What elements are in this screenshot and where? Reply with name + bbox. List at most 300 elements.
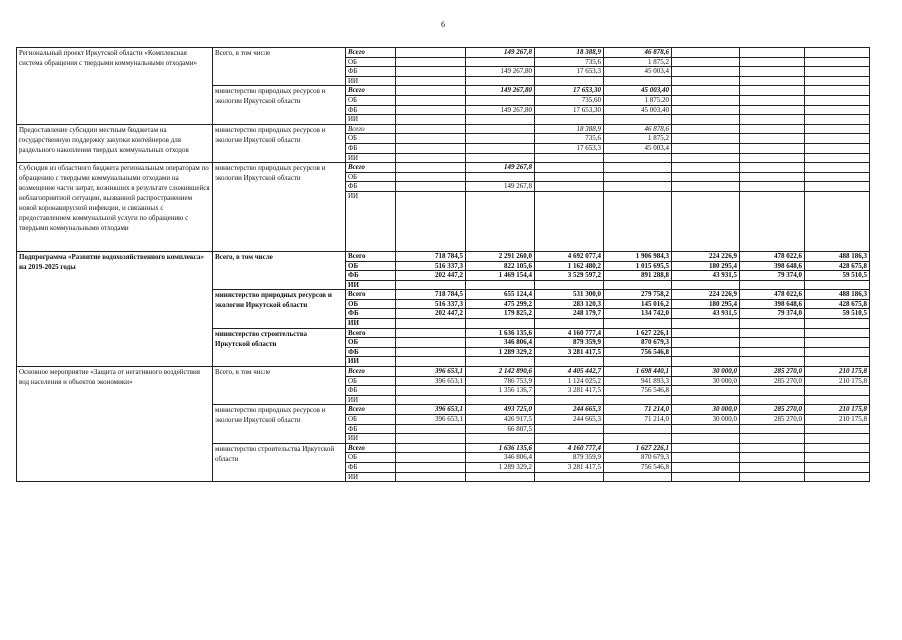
funding-source-cell: Всего	[346, 443, 396, 453]
value-cell: 79 374,0	[740, 309, 805, 319]
funding-source-cell: ОБ	[346, 453, 396, 463]
value-cell: 1 636 135,6	[466, 328, 535, 338]
funding-source-cell: ОБ	[346, 415, 396, 425]
value-cell	[535, 472, 604, 482]
value-cell	[466, 172, 535, 182]
value-cell	[396, 319, 466, 329]
value-cell: 735,60	[535, 95, 604, 105]
value-cell	[672, 76, 740, 86]
value-cell: 1 469 154,4	[466, 271, 535, 281]
value-cell	[740, 395, 805, 405]
section-name-cell: Основное мероприятие «Защита от негативного воздействия вод населения и объектов экономики»	[17, 367, 213, 482]
value-cell	[740, 319, 805, 329]
executor-cell: министерство строительства Иркутской области	[213, 328, 346, 366]
value-cell	[396, 280, 466, 290]
value-cell: 786 753,9	[466, 376, 535, 386]
value-cell: 30 000,0	[672, 367, 740, 377]
value-cell	[740, 328, 805, 338]
value-cell	[466, 115, 535, 125]
value-cell: 59 510,5	[805, 309, 870, 319]
value-cell	[672, 134, 740, 144]
value-cell: 79 374,0	[740, 271, 805, 281]
value-cell: 346 806,4	[466, 453, 535, 463]
value-cell: 17 653,30	[535, 86, 604, 96]
value-cell	[672, 105, 740, 115]
value-cell	[740, 115, 805, 125]
value-cell	[535, 115, 604, 125]
value-cell: 46 878,6	[604, 48, 672, 58]
value-cell	[805, 134, 870, 144]
value-cell	[466, 280, 535, 290]
value-cell: 244 665,3	[535, 415, 604, 425]
value-cell	[396, 143, 466, 153]
value-cell: 202 447,2	[396, 309, 466, 319]
value-cell	[672, 143, 740, 153]
value-cell	[535, 191, 604, 251]
value-cell: 3 281 417,5	[535, 386, 604, 396]
value-cell: 478 022,6	[740, 251, 805, 261]
value-cell: 285 270,0	[740, 405, 805, 415]
value-cell: 1 627 226,1	[604, 443, 672, 453]
value-cell	[466, 472, 535, 482]
value-cell	[805, 153, 870, 163]
value-cell: 879 359,9	[535, 453, 604, 463]
value-cell	[466, 357, 535, 367]
value-cell: 248 179,7	[535, 309, 604, 319]
value-cell	[535, 172, 604, 182]
value-cell	[396, 191, 466, 251]
value-cell	[396, 76, 466, 86]
value-cell	[740, 462, 805, 472]
value-cell: 941 893,3	[604, 376, 672, 386]
value-cell	[740, 86, 805, 96]
value-cell	[672, 86, 740, 96]
value-cell	[672, 67, 740, 77]
funding-source-cell: ОБ	[346, 172, 396, 182]
value-cell	[672, 191, 740, 251]
value-cell	[466, 395, 535, 405]
value-cell	[805, 395, 870, 405]
value-cell: 3 529 597,2	[535, 271, 604, 281]
value-cell: 17 653,3	[535, 143, 604, 153]
funding-source-cell: ИИ	[346, 280, 396, 290]
value-cell: 1 162 480,2	[535, 261, 604, 271]
value-cell	[396, 443, 466, 453]
value-cell: 396 653,1	[396, 376, 466, 386]
funding-source-cell: ИИ	[346, 115, 396, 125]
value-cell	[672, 328, 740, 338]
section-name-cell: Подпрограмма «Развитие водохозяйственного комплекса» на 2019-2025 годы	[17, 251, 213, 366]
funding-source-cell: Всего	[346, 163, 396, 173]
value-cell: 2 142 890,6	[466, 367, 535, 377]
value-cell	[805, 280, 870, 290]
value-cell: 488 186,3	[805, 251, 870, 261]
value-cell	[672, 280, 740, 290]
value-cell	[604, 153, 672, 163]
value-cell: 43 931,5	[672, 271, 740, 281]
funding-source-cell: ФБ	[346, 347, 396, 357]
value-cell: 396 653,1	[396, 415, 466, 425]
value-cell	[604, 280, 672, 290]
funding-source-cell: Всего	[346, 405, 396, 415]
value-cell	[740, 434, 805, 444]
value-cell	[740, 48, 805, 58]
value-cell: 179 825,2	[466, 309, 535, 319]
value-cell	[672, 386, 740, 396]
value-cell: 426 917,5	[466, 415, 535, 425]
value-cell: 1 015 695,5	[604, 261, 672, 271]
value-cell	[535, 163, 604, 173]
value-cell	[740, 163, 805, 173]
value-cell	[672, 95, 740, 105]
value-cell: 516 337,3	[396, 299, 466, 309]
value-cell	[805, 143, 870, 153]
value-cell	[535, 395, 604, 405]
value-cell	[396, 124, 466, 134]
funding-source-cell: ИИ	[346, 153, 396, 163]
page-number: 6	[441, 20, 445, 29]
executor-cell: министерство природных ресурсов и экологии Иркутской области	[213, 124, 346, 162]
value-cell	[805, 95, 870, 105]
value-cell	[396, 462, 466, 472]
value-cell	[396, 163, 466, 173]
value-cell: 1 627 226,1	[604, 328, 672, 338]
value-cell	[396, 57, 466, 67]
executor-cell: министерство природных ресурсов и экологии Иркутской области	[213, 405, 346, 443]
value-cell	[805, 172, 870, 182]
value-cell	[672, 124, 740, 134]
value-cell: 71 214,0	[604, 405, 672, 415]
value-cell	[672, 424, 740, 434]
value-cell	[805, 105, 870, 115]
value-cell	[805, 319, 870, 329]
value-cell	[672, 182, 740, 192]
funding-source-cell: ИИ	[346, 76, 396, 86]
funding-source-cell: ИИ	[346, 472, 396, 482]
value-cell	[672, 357, 740, 367]
table-row	[17, 251, 870, 261]
value-cell	[805, 115, 870, 125]
value-cell	[740, 443, 805, 453]
value-cell	[396, 386, 466, 396]
value-cell: 210 175,8	[805, 415, 870, 425]
value-cell	[396, 95, 466, 105]
funding-source-cell: ИИ	[346, 395, 396, 405]
value-cell	[805, 462, 870, 472]
value-cell	[740, 67, 805, 77]
table-row	[17, 124, 870, 134]
value-cell	[672, 48, 740, 58]
value-cell	[396, 67, 466, 77]
value-cell: 1 636 135,6	[466, 443, 535, 453]
value-cell	[396, 105, 466, 115]
section-name-cell: Предоставление субсидии местным бюджетам на государственную поддержку закупки контейнеров для раздельного накопления твердых коммунальных отходов	[17, 124, 213, 162]
section-name-cell: Региональный проект Иркутской области «Комплексная система обращения с твердыми коммунальными отходами»	[17, 48, 213, 125]
table-row	[17, 367, 870, 377]
value-cell	[805, 48, 870, 58]
value-cell	[604, 395, 672, 405]
executor-cell: Всего, в том числе	[213, 367, 346, 405]
value-cell	[740, 472, 805, 482]
value-cell	[805, 424, 870, 434]
value-cell	[740, 182, 805, 192]
value-cell	[672, 319, 740, 329]
value-cell	[740, 95, 805, 105]
value-cell: 756 546,8	[604, 462, 672, 472]
value-cell: 1 289 329,2	[466, 462, 535, 472]
value-cell: 45 003,4	[604, 67, 672, 77]
value-cell	[466, 57, 535, 67]
value-cell	[396, 48, 466, 58]
value-cell	[740, 172, 805, 182]
value-cell	[740, 347, 805, 357]
funding-source-cell: ФБ	[346, 462, 396, 472]
funding-source-cell: ИИ	[346, 191, 396, 251]
value-cell: 718 784,5	[396, 290, 466, 300]
value-cell: 180 295,4	[672, 261, 740, 271]
value-cell: 30 000,0	[672, 415, 740, 425]
executor-cell: министерство природных ресурсов и экологии Иркутской области	[213, 86, 346, 124]
value-cell	[604, 434, 672, 444]
value-cell	[466, 124, 535, 134]
value-cell: 244 665,3	[535, 405, 604, 415]
value-cell	[604, 191, 672, 251]
executor-cell: министерство природных ресурсов и экологии Иркутской области	[213, 290, 346, 328]
value-cell: 396 653,1	[396, 367, 466, 377]
funding-source-cell: ИИ	[346, 357, 396, 367]
value-cell: 71 214,0	[604, 415, 672, 425]
value-cell: 1 124 025,2	[535, 376, 604, 386]
value-cell: 1 698 440,1	[604, 367, 672, 377]
value-cell	[604, 472, 672, 482]
value-cell	[740, 191, 805, 251]
value-cell: 531 300,0	[535, 290, 604, 300]
value-cell: 398 648,6	[740, 261, 805, 271]
value-cell	[672, 462, 740, 472]
value-cell	[740, 338, 805, 348]
funding-source-cell: ФБ	[346, 424, 396, 434]
value-cell	[672, 163, 740, 173]
value-cell	[805, 76, 870, 86]
value-cell	[740, 357, 805, 367]
value-cell	[740, 143, 805, 153]
value-cell: 224 226,9	[672, 251, 740, 261]
funding-source-cell: ФБ	[346, 182, 396, 192]
value-cell: 59 510,5	[805, 271, 870, 281]
value-cell	[396, 434, 466, 444]
value-cell	[672, 57, 740, 67]
value-cell	[672, 115, 740, 125]
value-cell: 30 000,0	[672, 376, 740, 386]
value-cell: 149 267,80	[466, 67, 535, 77]
value-cell	[535, 76, 604, 86]
value-cell	[604, 182, 672, 192]
value-cell: 516 337,3	[396, 261, 466, 271]
value-cell	[672, 172, 740, 182]
table-row	[17, 48, 870, 58]
value-cell	[805, 338, 870, 348]
value-cell	[466, 143, 535, 153]
value-cell: 285 270,0	[740, 415, 805, 425]
funding-source-cell: ФБ	[346, 309, 396, 319]
value-cell	[672, 472, 740, 482]
value-cell	[805, 443, 870, 453]
value-cell	[740, 153, 805, 163]
value-cell: 210 175,8	[805, 405, 870, 415]
value-cell	[740, 280, 805, 290]
table-body	[17, 48, 870, 482]
value-cell: 428 675,8	[805, 299, 870, 309]
value-cell: 2 291 260,0	[466, 251, 535, 261]
value-cell: 735,6	[535, 134, 604, 144]
value-cell: 224 226,9	[672, 290, 740, 300]
value-cell	[672, 453, 740, 463]
value-cell: 396 653,1	[396, 405, 466, 415]
value-cell	[604, 319, 672, 329]
value-cell	[805, 453, 870, 463]
executor-cell: министерство природных ресурсов и экологии Иркутской области	[213, 163, 346, 252]
value-cell	[740, 424, 805, 434]
value-cell	[805, 124, 870, 134]
executor-cell: Всего, в том числе	[213, 251, 346, 289]
value-cell	[466, 134, 535, 144]
value-cell	[466, 434, 535, 444]
value-cell: 17 653,3	[535, 67, 604, 77]
value-cell: 4 405 442,7	[535, 367, 604, 377]
funding-source-cell: Всего	[346, 367, 396, 377]
value-cell	[604, 76, 672, 86]
value-cell: 870 679,3	[604, 338, 672, 348]
value-cell: 398 648,6	[740, 299, 805, 309]
value-cell: 18 388,9	[535, 124, 604, 134]
funding-source-cell: ФБ	[346, 105, 396, 115]
funding-source-cell: Всего	[346, 124, 396, 134]
value-cell: 891 288,8	[604, 271, 672, 281]
funding-source-cell: Всего	[346, 290, 396, 300]
value-cell	[604, 357, 672, 367]
value-cell	[740, 57, 805, 67]
value-cell	[396, 395, 466, 405]
value-cell: 3 281 417,5	[535, 347, 604, 357]
value-cell: 202 447,2	[396, 271, 466, 281]
value-cell	[604, 163, 672, 173]
value-cell	[535, 280, 604, 290]
funding-source-cell: ОБ	[346, 338, 396, 348]
value-cell	[535, 319, 604, 329]
value-cell	[396, 472, 466, 482]
value-cell	[466, 153, 535, 163]
value-cell	[396, 153, 466, 163]
value-cell: 149 267,8	[466, 182, 535, 192]
value-cell: 17 653,30	[535, 105, 604, 115]
executor-cell: Всего, в том числе	[213, 48, 346, 86]
value-cell	[805, 472, 870, 482]
value-cell: 822 105,6	[466, 261, 535, 271]
value-cell	[672, 443, 740, 453]
value-cell: 210 175,8	[805, 367, 870, 377]
value-cell: 285 270,0	[740, 376, 805, 386]
value-cell	[466, 76, 535, 86]
value-cell	[740, 76, 805, 86]
value-cell: 134 742,0	[604, 309, 672, 319]
funding-source-cell: Всего	[346, 251, 396, 261]
value-cell	[805, 57, 870, 67]
value-cell: 1 356 136,7	[466, 386, 535, 396]
funding-source-cell: ОБ	[346, 376, 396, 386]
value-cell	[535, 182, 604, 192]
value-cell: 18 388,9	[535, 48, 604, 58]
value-cell	[396, 182, 466, 192]
value-cell: 475 299,2	[466, 299, 535, 309]
value-cell	[805, 182, 870, 192]
value-cell: 478 022,6	[740, 290, 805, 300]
funding-source-cell: ОБ	[346, 134, 396, 144]
value-cell	[604, 424, 672, 434]
value-cell	[805, 434, 870, 444]
value-cell	[805, 328, 870, 338]
value-cell: 1 289 329,2	[466, 347, 535, 357]
value-cell	[672, 434, 740, 444]
value-cell	[805, 86, 870, 96]
value-cell: 655 124,4	[466, 290, 535, 300]
funding-source-cell: ИИ	[346, 319, 396, 329]
value-cell: 45 003,40	[604, 105, 672, 115]
value-cell	[535, 357, 604, 367]
value-cell: 283 120,3	[535, 299, 604, 309]
value-cell: 4 692 077,4	[535, 251, 604, 261]
value-cell: 45 003,4	[604, 143, 672, 153]
value-cell: 1 906 984,3	[604, 251, 672, 261]
value-cell	[672, 395, 740, 405]
value-cell: 149 267,80	[466, 86, 535, 96]
value-cell	[396, 347, 466, 357]
budget-table	[16, 47, 870, 482]
value-cell	[805, 67, 870, 77]
value-cell: 756 546,8	[604, 347, 672, 357]
value-cell	[535, 424, 604, 434]
value-cell: 488 186,3	[805, 290, 870, 300]
value-cell: 4 160 777,4	[535, 328, 604, 338]
value-cell	[396, 134, 466, 144]
funding-source-cell: ФБ	[346, 386, 396, 396]
funding-source-cell: Всего	[346, 86, 396, 96]
value-cell	[396, 328, 466, 338]
value-cell	[805, 386, 870, 396]
funding-source-cell: Всего	[346, 48, 396, 58]
value-cell: 46 878,6	[604, 124, 672, 134]
value-cell	[535, 153, 604, 163]
value-cell: 879 359,9	[535, 338, 604, 348]
value-cell	[672, 153, 740, 163]
value-cell	[672, 347, 740, 357]
funding-source-cell: ИИ	[346, 434, 396, 444]
value-cell: 30 000,0	[672, 405, 740, 415]
value-cell	[396, 357, 466, 367]
value-cell: 45 003,40	[604, 86, 672, 96]
funding-source-cell: Всего	[346, 328, 396, 338]
value-cell	[740, 134, 805, 144]
value-cell	[805, 357, 870, 367]
value-cell: 1 875,2	[604, 57, 672, 67]
value-cell	[805, 191, 870, 251]
funding-source-cell: ФБ	[346, 67, 396, 77]
funding-source-cell: ОБ	[346, 57, 396, 67]
value-cell	[740, 105, 805, 115]
value-cell: 149 267,8	[466, 163, 535, 173]
section-name-cell: Субсидия из областного бюджета региональным операторам по обращению с твердыми коммунальными отходами на возмещение части затрат, возникших в результате сложившейся неблагоприятной ситуации, вызванной распространением новой коронавирусной инфекции, и связанных с предоставлением коммунальной услуги по обращению с твердыми коммунальными отходами	[17, 163, 213, 252]
value-cell: 428 675,8	[805, 261, 870, 271]
value-cell	[740, 124, 805, 134]
